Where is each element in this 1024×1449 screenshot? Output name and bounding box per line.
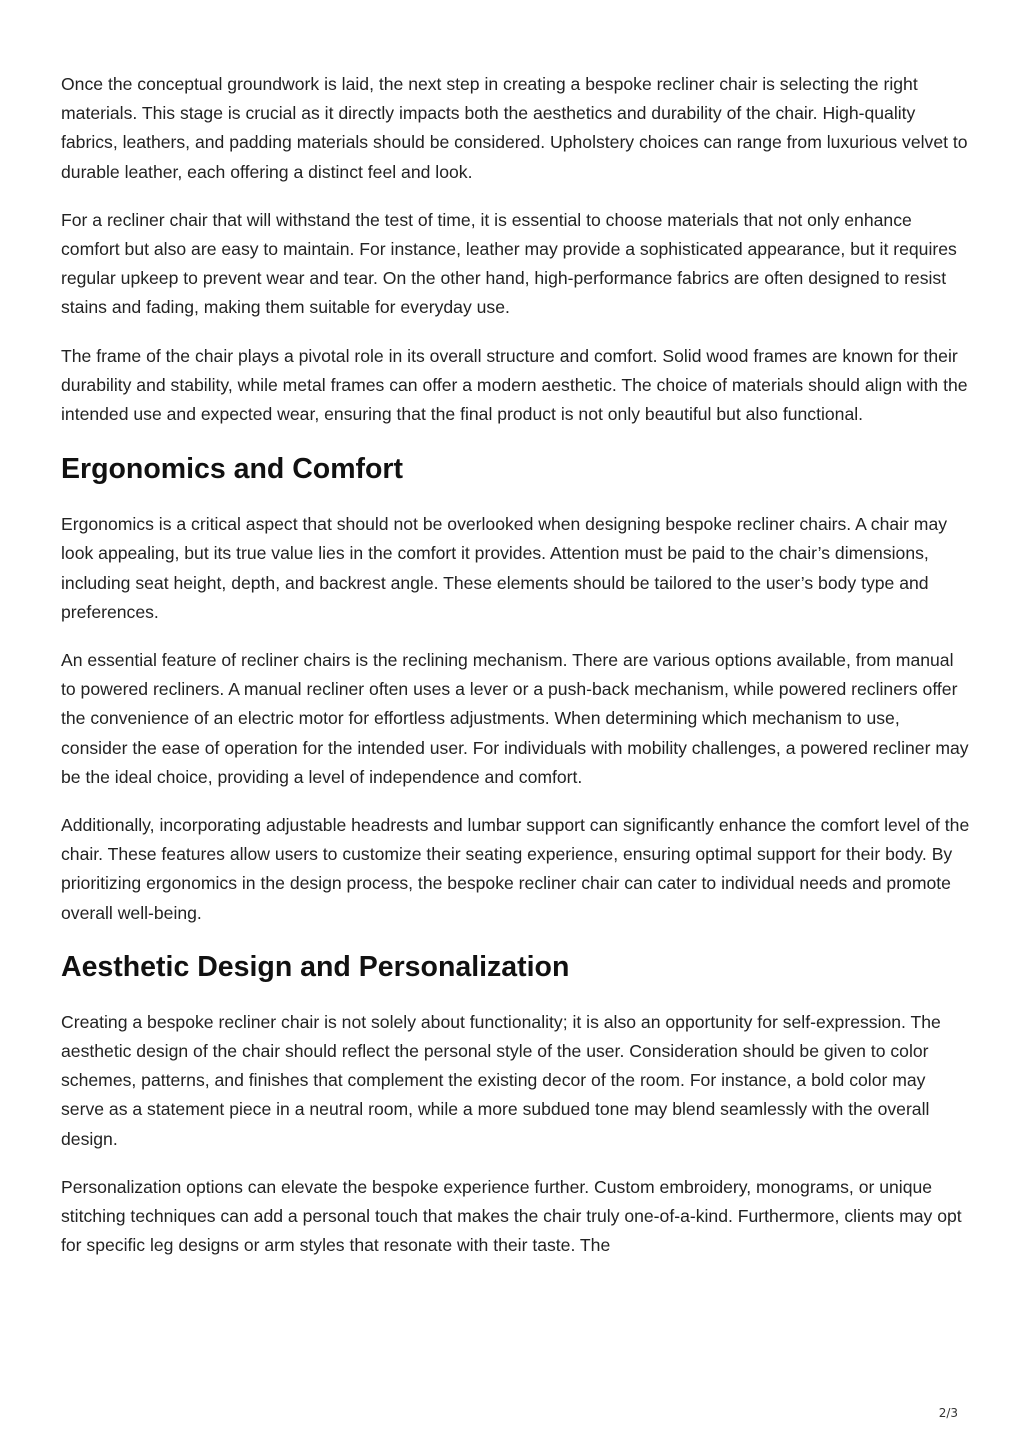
ergonomics-paragraph-support: Additionally, incorporating adjustable headrests and lumbar support can significantly enhance the comfort level of the chair. These features allow users to customize their seating experience, ensuring optimal support for their body. By prioritizing ergonomics in the design process, the bespoke recliner chair can cater to individual needs and promote overall well-being. — [61, 815, 970, 923]
section-heading-ergonomics: Ergonomics and Comfort — [61, 453, 404, 486]
ergonomics-paragraph-dimensions: Ergonomics is a critical aspect that should not be overlooked when designing bespoke recliner chairs. A chair may look appealing, but its true value lies in the comfort it provides. Attention must be paid to the chair’s dimensions, including seat height, depth, and backrest angle. These elements should be tailored to the user’s body type and preferences. — [61, 514, 948, 622]
document-page — [61, 70, 971, 1280]
intro-paragraph-materials: Once the conceptual groundwork is laid, the next step in creating a bespoke recliner chair is selecting the right materials. This stage is crucial as it directly impacts both the aesthetics and durability of the chair. High-quality fabrics, leathers, and padding materials should be considered. Upholstery choices can range from luxurious velvet to durable leather, each offering a distinct feel and look. — [61, 74, 968, 182]
aesthetic-paragraph-personalization: Personalization options can elevate the bespoke experience further. Custom embroidery, monograms, or unique stitching techniques can add a personal touch that makes the chair truly one-of-a-kind. Furthermore, clients may opt for specific leg designs or arm styles that resonate with their taste. The — [61, 1176, 962, 1256]
aesthetic-paragraph-style: Creating a bespoke recliner chair is not solely about functionality; it is also an opportunity for self-expression. The aesthetic design of the chair should reflect the personal style of the user. Consideration should be given to color schemes, patterns, and finishes that complement the existing decor of the room. For instance, a bold color may serve as a statement piece in a neutral room, while a more subdued tone may blend seamlessly with the overall design. — [61, 1011, 941, 1149]
intro-paragraph-maintenance: For a recliner chair that will withstand the test of time, it is essential to choose materials that not only enhance comfort but also are easy to maintain. For instance, leather may provide a sophisticated appearance, but it requires regular upkeep to prevent wear and tear. On the other hand, high-performance fabrics are often designed to resist stains and fading, making them suitable for everyday use. — [61, 209, 957, 318]
intro-paragraph-frame: The frame of the chair plays a pivotal role in its overall structure and comfort. Solid wood frames are known for their durability and stability, while metal frames can offer a modern aesthetic. The choice of materials should align with the intended use and expected wear, ensuring that the final product is not only beautiful but also functional. — [61, 345, 968, 425]
section-heading-aesthetic: Aesthetic Design and Personalization — [61, 950, 570, 983]
ergonomics-paragraph-mechanism: An essential feature of recliner chairs is the reclining mechanism. There are various options available, from manual to powered recliners. A manual recliner often uses a lever or a push-back mechanism, while powered recliners offer the convenience of an electric motor for effortless adjustments. When determining which mechanism to use, consider the ease of operation for the intended user. For individuals with mobility challenges, a powered recliner may be the ideal choice, providing a level of independence and comfort. — [61, 650, 969, 787]
page-number: 2/3 — [938, 1406, 958, 1420]
